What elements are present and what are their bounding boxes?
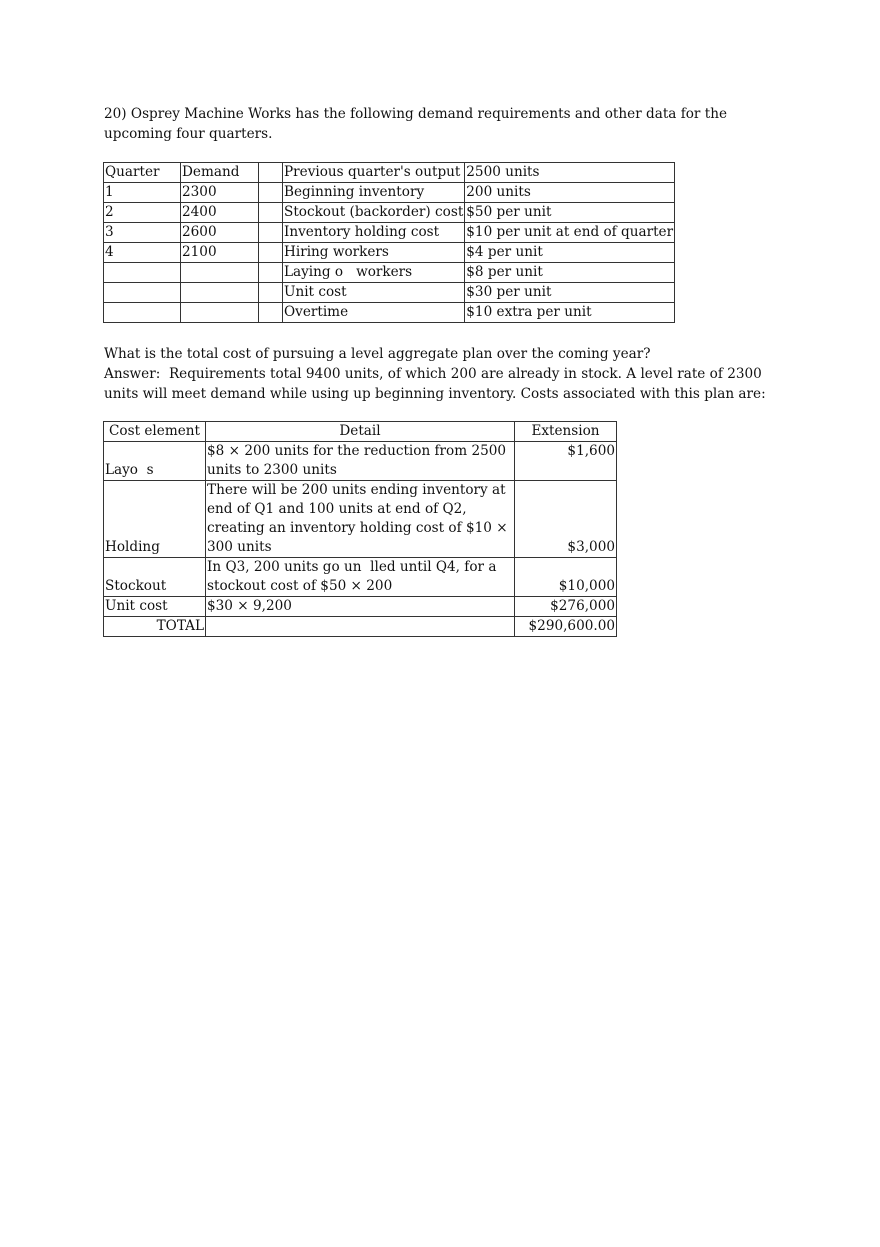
total-label: TOTAL bbox=[104, 617, 206, 637]
cost-element: Stockout bbox=[104, 558, 206, 597]
quarter-header: Quarter bbox=[104, 163, 181, 183]
table-row bbox=[104, 243, 675, 263]
param-value: $8 per unit bbox=[465, 263, 675, 283]
answer-text: Answer: Requirements total 9400 units, of which 200 are already in stock. A level rate of 2300 units will meet demand while using up beginning inventory. Costs associated with this plan are: bbox=[104, 366, 767, 402]
extension-header: Extension bbox=[515, 422, 617, 442]
cost-extension: $276,000 bbox=[515, 597, 617, 617]
table-row bbox=[104, 203, 675, 223]
param-label: Hiring workers bbox=[283, 243, 465, 263]
param-label: Previous quarter's output bbox=[283, 163, 465, 183]
param-value: $10 extra per unit bbox=[465, 303, 675, 323]
cost-detail: There will be 200 units ending inventory at end of Q1 and 100 units at end of Q2, creating an inventory holding cost of $10 × 300 units bbox=[206, 481, 515, 558]
param-value: $30 per unit bbox=[465, 283, 675, 303]
table-row bbox=[104, 617, 617, 637]
cost-table bbox=[103, 421, 617, 637]
cost-extension: $10,000 bbox=[515, 558, 617, 597]
table-row bbox=[104, 163, 675, 183]
demand-cell bbox=[181, 303, 259, 323]
table-row bbox=[104, 223, 675, 243]
demand-data-table bbox=[103, 162, 675, 323]
quarter-cell bbox=[104, 283, 181, 303]
param-label: Laying o workers bbox=[283, 263, 465, 283]
demand-cell bbox=[181, 283, 259, 303]
cost-detail: $8 × 200 units for the reduction from 2500 units to 2300 units bbox=[206, 442, 515, 481]
param-label: Inventory holding cost bbox=[283, 223, 465, 243]
table-row bbox=[104, 303, 675, 323]
param-value: 2500 units bbox=[465, 163, 675, 183]
cost-extension: $3,000 bbox=[515, 481, 617, 558]
demand-cell bbox=[181, 263, 259, 283]
cost-element: Holding bbox=[104, 481, 206, 558]
question-block bbox=[104, 344, 794, 404]
quarter-cell: 1 bbox=[104, 183, 181, 203]
table-row bbox=[104, 442, 617, 481]
cost-element: Unit cost bbox=[104, 597, 206, 617]
cost-extension: $1,600 bbox=[515, 442, 617, 481]
problem-statement: 20) Osprey Machine Works has the following demand requirements and other data for the upcoming four quarters. bbox=[104, 106, 728, 142]
param-value: $4 per unit bbox=[465, 243, 675, 263]
table-row bbox=[104, 283, 675, 303]
param-value: $50 per unit bbox=[465, 203, 675, 223]
demand-cell: 2100 bbox=[181, 243, 259, 263]
quarter-cell: 2 bbox=[104, 203, 181, 223]
table-row bbox=[104, 263, 675, 283]
cost-element: Layo s bbox=[104, 442, 206, 481]
demand-header: Demand bbox=[181, 163, 259, 183]
quarter-cell: 4 bbox=[104, 243, 181, 263]
param-label: Stockout (backorder) cost bbox=[283, 203, 465, 223]
quarter-cell bbox=[104, 263, 181, 283]
param-value: 200 units bbox=[465, 183, 675, 203]
table-row bbox=[104, 422, 617, 442]
quarter-cell: 3 bbox=[104, 223, 181, 243]
cost-detail: In Q3, 200 units go un lled until Q4, for a stockout cost of $50 × 200 bbox=[206, 558, 515, 597]
table-row bbox=[104, 558, 617, 597]
param-value: $10 per unit at end of quarter bbox=[465, 223, 675, 243]
cost-detail: $30 × 9,200 bbox=[206, 597, 515, 617]
param-label: Beginning inventory bbox=[283, 183, 465, 203]
demand-cell: 2400 bbox=[181, 203, 259, 223]
param-label: Unit cost bbox=[283, 283, 465, 303]
table-row bbox=[104, 597, 617, 617]
quarter-cell bbox=[104, 303, 181, 323]
demand-cell: 2600 bbox=[181, 223, 259, 243]
cost-element-header: Cost element bbox=[104, 422, 206, 442]
table-row bbox=[104, 183, 675, 203]
detail-header: Detail bbox=[206, 422, 515, 442]
question-text: What is the total cost of pursuing a level aggregate plan over the coming year? bbox=[104, 346, 651, 362]
total-value: $290,600.00 bbox=[515, 617, 617, 637]
table-row bbox=[104, 481, 617, 558]
demand-cell: 2300 bbox=[181, 183, 259, 203]
param-label: Overtime bbox=[283, 303, 465, 323]
